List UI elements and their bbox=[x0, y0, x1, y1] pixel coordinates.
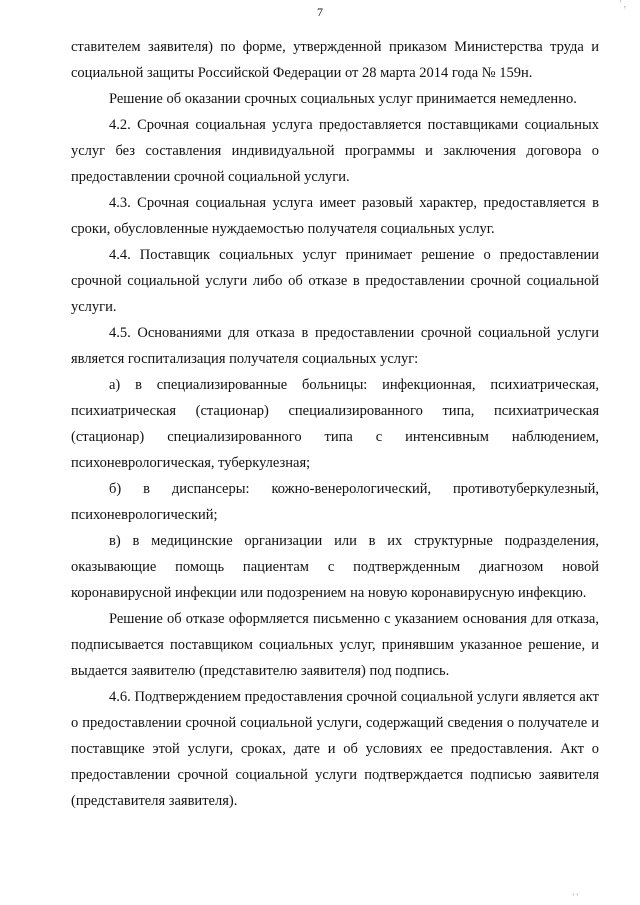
scan-mark-bottom: ' ' bbox=[572, 892, 578, 902]
paragraph-refusal-decision: Решение об отказе оформляется письменно с указанием основания для отказа, подписывается поставщиком социальных услуг, принявшим указанное решение, и выдается заявителю (представителю заявителя) под подпись. bbox=[71, 611, 599, 679]
list-item-c: в) в медицинские организации или в их структурные подразделения, оказывающие помощь пациентам с подтвержденным диагнозом новой коронавирусной инфекции или подозрением на новую коронавирусную инфекцию. bbox=[71, 533, 599, 601]
list-item-b: б) в диспансеры: кожно-венерологический, противотуберкулезный, психоневрологический; bbox=[71, 481, 599, 523]
page-number: 7 bbox=[317, 5, 323, 19]
paragraph-4-4: 4.4. Поставщик социальных услуг принимает решение о предоставлении срочной социальной услуги либо об отказе в предоставлении срочной социальной услуги. bbox=[71, 247, 599, 315]
paragraph-4-5: 4.5. Основаниями для отказа в предоставлении срочной социальной услуги является госпитализация получателя социальных услуг: bbox=[71, 325, 599, 367]
paragraph-decision-immediate: Решение об оказании срочных социальных услуг принимается немедленно. bbox=[109, 91, 577, 107]
scan-mark-top: ' , bbox=[619, 0, 626, 9]
paragraph-continuation: ставителем заявителя) по форме, утвержденной приказом Министерства труда и социальной защиты Российской Федерации от 28 марта 2014 года № 159н. bbox=[71, 39, 599, 81]
paragraph-4-3: 4.3. Срочная социальная услуга имеет разовый характер, предоставляется в сроки, обусловленные нуждаемостью получателя социальных услуг. bbox=[71, 195, 599, 237]
paragraph-4-2: 4.2. Срочная социальная услуга предоставляется поставщиками социальных услуг без составления индивидуальной программы и заключения договора о предоставлении срочной социальной услуги. bbox=[71, 117, 599, 185]
list-item-a: а) в специализированные больницы: инфекционная, психиатрическая, психиатрическая (стационар) специализированного типа, психиатрическая (стационар) специализированного типа с интенсивным наблюдением, психоневрологическая, туберкулезная; bbox=[71, 377, 599, 471]
paragraph-4-6: 4.6. Подтверждением предоставления срочной социальной услуги является акт о предоставлении срочной социальной услуги, содержащий сведения о получателе и поставщике этой услуги, сроках, дате и об условиях ее предоставления. Акт о предоставлении срочной социальной услуги подтверждается подписью заявителя (представителя заявителя). bbox=[71, 689, 599, 809]
document-body bbox=[71, 34, 599, 814]
